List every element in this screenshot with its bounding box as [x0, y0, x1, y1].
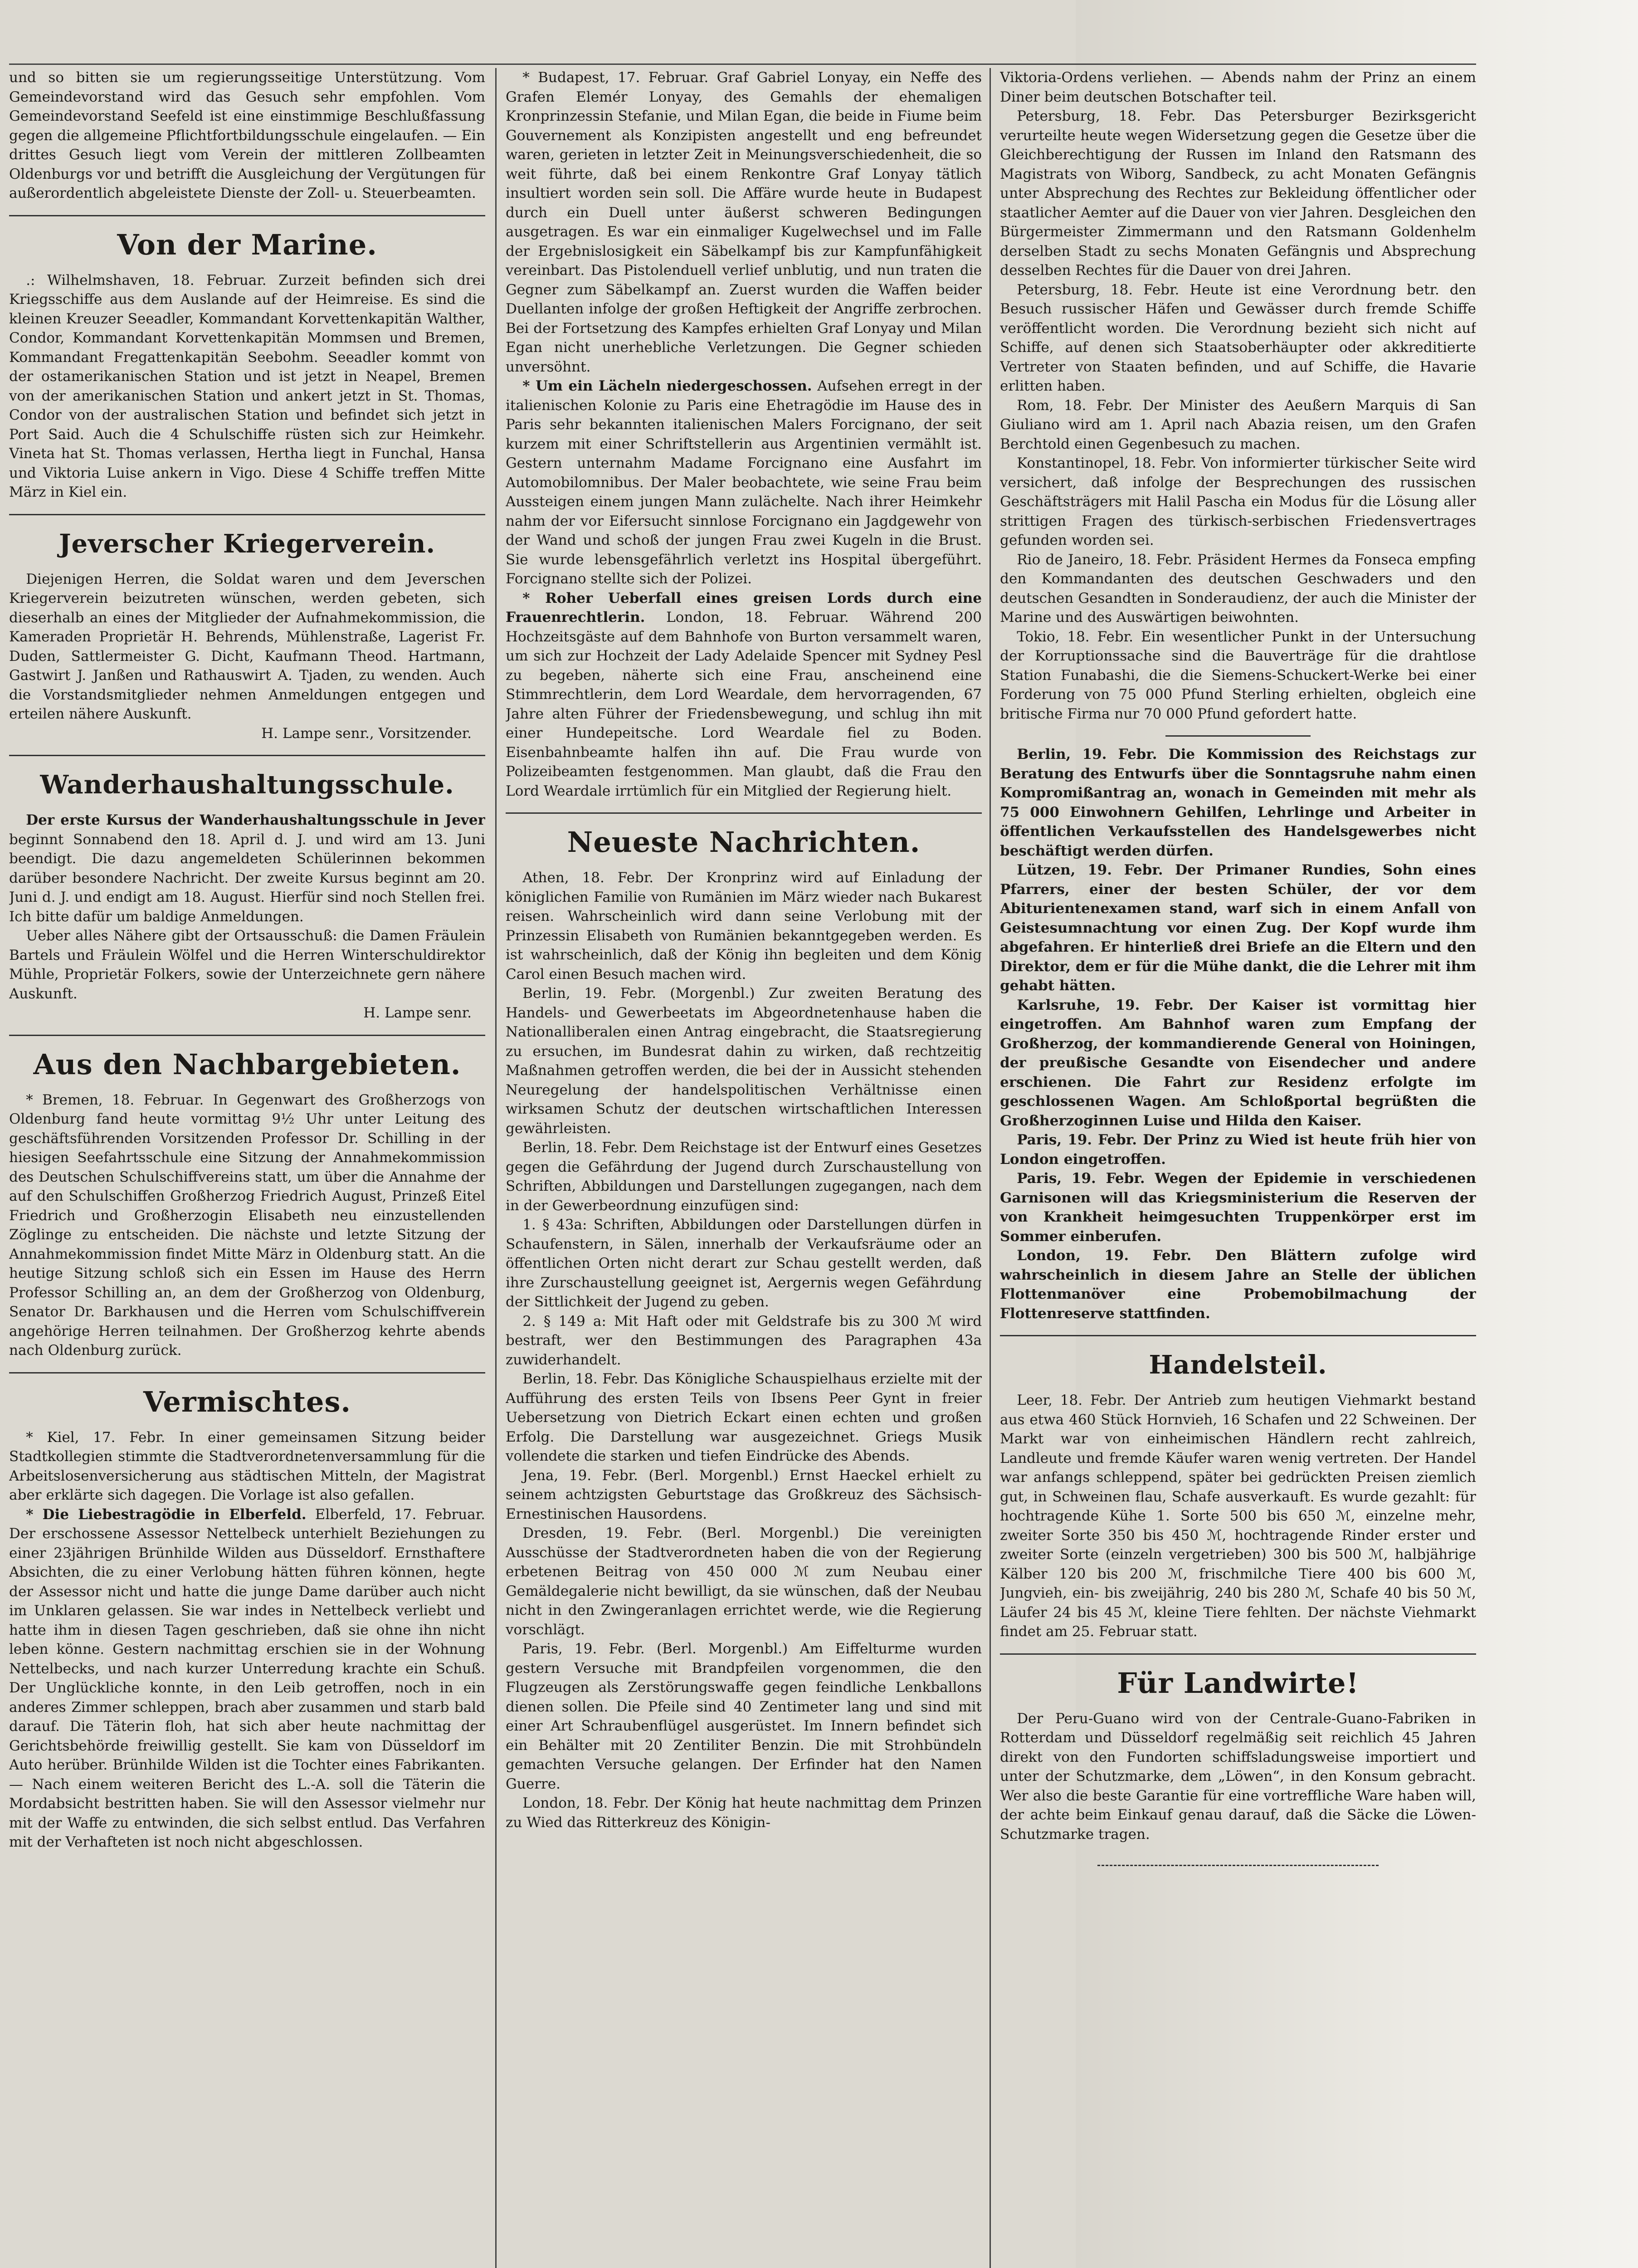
nachbar-text: * Bremen, 18. Februar. In Gegenwart des Großherzogs von Oldenburg fand heute vormittag 9½ Uhr unter Leitung des geschäftsführenden Vorsitzenden Professor Dr. Schilling in der hiesigen Seefahrtsschule eine Sitzung der Annahmekommission des Deutschen Schulschiffvereins statt, um über die Annahme der auf den Schulschiffen Großherzog Friedrich August, Prinzeß Eitel Friedrich und Großherzogin Elisabeth neu einzustellenden Zöglinge zu entscheiden. Die nächste und letzte Sitzung der Annahmekommission findet Mitte März in Oldenburg statt. An die heutige Sitzung schloß sich ein Essen im Hause des Herrn Professor Schilling an, an dem der Großherzog von Oldenburg, Senator Dr. Barkhausen und die Herren vom Schulschiffverein angehörige Herren teilnahmen. Der Großherzog kehrte abends nach Oldenburg zurück.	[9, 1091, 485, 1359]
haushalt-lead: Der erste Kursus der Wanderhaushaltungsschule in Jever	[26, 812, 485, 828]
section-divider	[1000, 1653, 1476, 1655]
section-divider	[1000, 1335, 1476, 1336]
heading-kriegerverein: Jeverscher Kriegerverein.	[59, 528, 435, 559]
kriegerverein-signature: H. Lampe senr., Vorsitzender.	[261, 725, 472, 742]
news-berlin-3: Berlin, 18. Febr. Das Königliche Schauspielhaus erzielte mit der Aufführung des ersten Teils von Ibsens Peer Gynt in freier Uebersetzung von Dietrich Eckart einen echten und großen Erfolg. Die Darstellung war ausgezeichnet. Griegs Musik vollendete die starken und tiefen Eindrücke des Abends.	[506, 1371, 982, 1464]
news-berlin-1: Berlin, 19. Febr. (Morgenbl.) Zur zweiten Beratung des Handels- und Gewerbeetats im Abgeordnetenhause haben die Nationalliberalen einen Antrag eingebracht, die Staatsregierung zu ersuchen, im Bundesrat dahin zu wirken, daß rechtzeitig Maßnahmen getroffen werden, die bei der in Aussicht stehenden Neuregelung der handelspolitischen Verhältnisse einen wirksamen Schutz der deutschen wirtschaftlichen Interessen gewährleisten.	[506, 985, 982, 1137]
section-divider	[9, 1372, 485, 1374]
column-3	[1000, 68, 1476, 2241]
column-rule-1	[495, 68, 497, 2268]
telegram-berlin: Berlin, 19. Febr. Die Kommission des Reichstags zur Beratung des Entwurfs über die Sonntagsruhe nahm einen Kompromißantrag an, wonach in Gemeinden mit mehr als 75 000 Einwohnern Gehilfen, Lehrlinge und Arbeiter in öffentlichen Verkaufsstellen des Handelsgewerbes nicht beschäftigt werden dürfen.	[1000, 746, 1476, 859]
vermischtes-lead-2: * Die Liebestragödie in Elberfeld.	[26, 1506, 307, 1523]
haushalt-body: beginnt Sonnabend den 18. April d. J. und wird am 13. Juni beendigt. Die dazu angemeldeten Schülerinnen bekommen darüber besondere Nachricht. Der zweite Kursus beginnt am 20. Juni d. J. und endigt am 18. August. Hierfür sind noch Stellen frei. Ich bitte dafür um baldige Anmeldungen.	[9, 831, 485, 925]
heading-marine: Von der Marine.	[117, 228, 377, 261]
vermischtes-text-2	[9, 1505, 485, 1852]
heading-haushaltungsschule: Wanderhaushaltungsschule.	[40, 770, 454, 800]
lord-lead: * Roher Ueberfall eines greisen Lords durch eine Frauenrechtlerin.	[506, 590, 982, 626]
telegram-luetzen: Lützen, 19. Febr. Der Primaner Rundies, Sohn eines Pfarrers, einer der besten Schüler, der vor dem Abiturientenexamen stand, warf sich in einem Anfall von Geistesumnachtung vor einen Zug. Der Kopf wurde ihm abgefahren. Er hinterließ drei Briefe an die Eltern und den Direktor, dem er für die Mühe dankt, die die Lehrer mit ihm gehabt hätten.	[1000, 862, 1476, 994]
section-divider	[9, 514, 485, 515]
news-tokio: Tokio, 18. Febr. Ein wesentlicher Punkt in der Untersuchung der Korruptionssache sind die Bauverträge für die drahtlose Station Funabashi, die die Siemens-Schuckert-Werke bei einer Forderung von 75 000 Pfund Sterling erhielten, obgleich eine britische Firma nur 70 000 Pfund gefordert hatte.	[1000, 628, 1476, 722]
vermischtes-text-1: * Kiel, 17. Febr. In einer gemeinsamen Sitzung beider Stadtkollegien stimmte die Stadtverordnetenversammlung für die Arbeitslosenversicherung aus städtischen Mitteln, der Magistrat aber erklärte sich dagegen. Die Vorlage ist also gefallen.	[9, 1429, 485, 1503]
telegram-karlsruhe: Karlsruhe, 19. Febr. Der Kaiser ist vormittag hier eingetroffen. Am Bahnhof waren zum Empfang der Großherzog, der kommandierende General von Hoiningen, der preußische Gesandte von Eisendecher und andere erschienen. Die Fahrt zur Residenz erfolgte im geschlossenen Wagen. Am Schloßportal begrüßten die Großherzoginnen Luise und Hilda den Kaiser.	[1000, 997, 1476, 1129]
news-dresden: Dresden, 19. Febr. (Berl. Morgenbl.) Die vereinigten Ausschüsse der Stadtverordneten haben die von der Regierung erbetenen Beitrag von 450 000 ℳ zum Neubau einer Gemäldegalerie nicht bewilligt, da sie wünschen, daß der Neubau nicht in den Zwingeranlagen errichtet werde, wie die Regierung vorschlägt.	[506, 1525, 982, 1638]
laecheln-lead: * Um ein Lächeln niedergeschossen.	[522, 378, 812, 394]
heading-landwirte: Für Landwirte!	[1117, 1666, 1359, 1700]
vermischtes-body-2: Elberfeld, 17. Februar. Der erschossene Assessor Nettelbeck unterhielt Beziehungen zu einer 23jährigen Brünhilde Wilden aus Düsseldorf. Ernsthaftere Absichten, die zu einer Verlobung hätten führen können, hegte der Assessor nicht und hatte die junge Dame darüber auch nicht im Unklaren gelassen. Sie war indes in Nettelbeck verliebt und hatte ihm in diesen Tagen geschrieben, daß sie ohne ihn nicht leben könne. Gestern nachmittag erschien sie in der Wohnung Nettelbecks, und nach kurzer Unterredung krachte ein Schuß. Der Unglückliche konnte, in den Leib getroffen, noch in ein anderes Zimmer schleppen, brach aber zusammen und starb bald darauf. Die Täterin floh, hat sich aber heute nachmittag der Gerichtsbehörde freiwillig gestellt. Sie kam von Düsseldorf im Auto herüber. Brünhilde Wilden ist die Tochter eines Fabrikanten. — Nach einem weiteren Bericht des L.-A. soll die Täterin die Mordabsicht bestritten haben. Sie will den Assessor vielmehr nur mit der Waffe zu entwinden, die sich selbst entlud. Das Verfahren mit der Verhafteten ist noch nicht abgeschlossen.	[9, 1506, 485, 1850]
heading-vermischtes: Vermischtes.	[143, 1385, 351, 1418]
section-divider	[9, 1035, 485, 1036]
telegram-london: London, 19. Febr. Den Blättern zufolge wird wahrscheinlich in diesem Jahre an Stelle der üblichen Flottenmanöver eine Probemobilmachung der Flottenreserve stattfinden.	[1000, 1247, 1476, 1322]
news-london-continued: Viktoria-Ordens verliehen. — Abends nahm der Prinz an einem Diner beim deutschen Botschafter teil.	[1000, 69, 1476, 105]
haushalt-text	[9, 811, 485, 926]
column-rule-2	[990, 68, 991, 2268]
haushalt-text-2: Ueber alles Nähere gibt der Ortsausschuß: die Damen Fräulein Bartels und Fräulein Wölfel und die Herren Winterschuldirektor Mühle, Proprietär Folkers, sowie der Unterzeichnete gern nähere Auskunft.	[9, 928, 485, 1002]
lord-text	[506, 589, 982, 801]
news-berlin-2-para-1: 1. § 43a: Schriften, Abbildungen oder Darstellungen dürfen in Schaufenstern, in Sälen, innerhalb der Verkaufsräume oder an öffentlichen Orten nicht derart zur Schau gestellt werden, daß ihre Zurschaustellung geeignet ist, Aergernis wegen Gefährdung der Sittlichkeit der Jugend zu geben.	[506, 1217, 982, 1310]
top-rule	[9, 64, 1476, 65]
column-2	[506, 68, 982, 2268]
intro-paragraph: und so bitten sie um regierungsseitige Unterstützung. Vom Gemeindevorstand wird das Gesuch sehr empfohlen. Vom Gemeindevorstand Seefeld ist eine einstimmige Beschlußfassung gegen die allgemeine Pflichtfortbildungsschule eingelaufen. — Ein drittes Gesuch liegt vom Verein der mittleren Zollbeamten Oldenburgs vor und betrifft die Ausgleichung der Vergütungen für außerordentlich abgeleistete Dienste der Zoll- u. Steuerbeamten.	[9, 69, 485, 201]
kriegerverein-text: Diejenigen Herren, die Soldat waren und dem Jeverschen Kriegerverein beizutreten wünschen, werden gebeten, sich dieserhalb an eines der Mitglieder der Aufnahmekommission, die Kameraden Proprietär H. Behrends, Mühlenstraße, Lagerist Fr. Duden, Sattlermeister G. Dicht, Kaufmann Theod. Hartmann, Gastwirt J. Janßen und Rathauswirt A. Tjaden, zu wenden. Auch die Vorstandsmitglieder nehmen Anmeldungen entgegen und erteilen nähere Auskunft.	[9, 571, 485, 722]
news-paris: Paris, 19. Febr. (Berl. Morgenbl.) Am Eiffelturme wurden gestern Versuche mit Brandpfeilen vorgenommen, die den Flugzeugen als Zerstörungswaffe gegen feindliche Lenkballons dienen sollen. Die Pfeile sind 40 Zentimeter lang und sind mit einer Art Schraubenflügel ausgerüstet. Im Innern befindet sich ein Behälter mit 20 Zentiliter Benzin. Die mit Strohbündeln gemachten Versuche gelangen. Der Erfinder hat den Namen Guerre.	[506, 1641, 982, 1792]
news-petersburg-2: Petersburg, 18. Febr. Heute ist eine Verordnung betr. den Besuch russischer Häfen und Gewässer durch fremde Schiffe veröffentlicht worden. Die Verordnung bezieht sich nicht auf Schiffe, auf denen sich Staatsoberhäupter oder akkreditierte Vertreter von Staaten befinden, und auf Schiffe, die Havarie erlitten haben.	[1000, 281, 1476, 394]
news-rio: Rio de Janeiro, 18. Febr. Präsident Hermes da Fonseca empfing den Kommandanten des deutschen Geschwaders und den deutschen Gesandten in Sonderaudienz, der auch die Minister der Marine und des Auswärtigen beiwohnten.	[1000, 551, 1476, 626]
telegram-divider	[1165, 735, 1311, 737]
news-konstantinopel: Konstantinopel, 18. Febr. Von informierter türkischer Seite wird versichert, daß infolge der Besprechungen des russischen Geschäftsträgers mit Halil Pascha ein Modus für die Lösung aller strittigen Fragen des türkisch-serbischen Friedensvertrages gefunden worden sei.	[1000, 455, 1476, 548]
news-rom: Rom, 18. Febr. Der Minister des Aeußern Marquis di San Giuliano wird am 1. April nach Abazia reisen, um den Grafen Berchtold einen Gegenbesuch zu machen.	[1000, 397, 1476, 452]
marine-text: .: Wilhelmshaven, 18. Februar. Zurzeit befinden sich drei Kriegsschiffe aus dem Auslande auf der Heimreise. Es sind die kleinen Kreuzer Seeadler, Kommandant Korvettenkapitän Walther, Condor, Kommandant Korvettenkapitän Mommsen und Bremen, Kommandant Fregattenkapitän Seebohm. Seeadler kommt von der ostamerikanischen Station und ist jetzt in Neapel, Bremen von der amerikanischen Station und ankert jetzt in St. Thomas, Condor von der australischen Station und befindet sich jetzt in Port Said. Auch die 4 Schulschiffe rüsten sich zur Heimkehr. Vineta hat St. Thomas verlassen, Hertha liegt in Funchal, Hansa und Viktoria Luise ankern in Vigo. Diese 4 Schiffe treffen Mitte März in Kiel ein.	[9, 272, 485, 500]
telegram-paris-2: Paris, 19. Febr. Wegen der Epidemie in verschiedenen Garnisonen will das Kriegsministerium die Reserven der von Krankheit heimgesuchten Truppenkörper erst im Sommer einberufen.	[1000, 1170, 1476, 1245]
column-1	[9, 68, 485, 2268]
laecheln-text	[506, 376, 982, 589]
news-jena: Jena, 19. Febr. (Berl. Morgenbl.) Ernst Haeckel erhielt zu seinem achtzigsten Geburtstage das Großkreuz des Sächsisch-Ernestinischen Hausordens.	[506, 1467, 982, 1522]
news-petersburg-1: Petersburg, 18. Febr. Das Petersburger Bezirksgericht verurteilte heute wegen Widersetzung gegen die Gesetze über die Gleichberechtigung der Russen im Inland den Ratsmann des Magistrats von Wiborg, Sandbeck, zu acht Monaten Gefängnis unter Absprechung des Rechtes zur Bekleidung öffentlicher oder staatlicher Aemter auf die Dauer von vier Jahren. Desgleichen den Bürgermeister Zimmermann und den Ratsmann Goldenhelm derselben Stadt zu sechs Monaten Gefängnis und Absprechung desselben Rechtes für die Dauer von drei Jahren.	[1000, 108, 1476, 279]
laecheln-body: Aufsehen erregt in der italienischen Kolonie zu Paris eine Ehetragödie im Hause des in Paris sehr bekannten italienischen Malers Forcignano, der seit kurzem mit einer Schriftstellerin aus Argentinien vermählt ist. Gestern unternahm Madame Forcignano eine Ausfahrt im Automobilomnibus. Der Maler beobachtete, wie seine Frau beim Aussteigen einem jungen Mann zulächelte. Nach ihrer Heimkehr nahm der vor Eifersucht sinnlose Forcignano ein Jagdgewehr von der Wand und schoß der jungen Frau zwei Kugeln in die Brust. Sie wurde lebensgefährlich verletzt ins Hospital übergeführt. Forcignano stellte sich der Polizei.	[506, 378, 982, 587]
news-berlin-2: Berlin, 18. Febr. Dem Reichstage ist der Entwurf eines Gesetzes gegen die Gefährdung der Jugend durch Zurschaustellung von Schriften, Abbildungen und Darstellungen zugegangen, nach dem in der Gewerbeordnung einzufügen sind:	[506, 1139, 982, 1214]
landwirte-text: Der Peru-Guano wird von der Centrale-Guano-Fabriken in Rotterdam und Düsseldorf regelmäßig seit reichlich 45 Jahren direkt von den Fundorten schiffsladungsweise importiert und unter der Schutzmarke, dem „Löwen“, in den Konsum gebracht. Wer also die beste Garantie für eine vortreffliche Ware haben will, der achte beim Einkauf genau darauf, daß die Säcke die Löwen-Schutzmarke tragen.	[1000, 1710, 1476, 1843]
ornament-rule	[1097, 1865, 1379, 1866]
heading-nachbargebiete: Aus den Nachbargebieten.	[33, 1047, 461, 1081]
news-london: London, 18. Febr. Der König hat heute nachmittag dem Prinzen zu Wied das Ritterkreuz des Königin-	[506, 1795, 982, 1831]
lord-body: London, 18. Februar. Während 200 Hochzeitsgäste auf dem Bahnhofe von Burton versammelt waren, um sich zur Hochzeit der Lady Adelaide Spencer mit Sydney Pesl zu begeben, näherte sich eine Frau, anscheinend eine Stimmrechtlerin, dem Lord Weardale, dem hervorragenden, 67 Jahre alten Führer der Friedensbewegung, und schlug ihn mit einer Hundepeitsche. Lord Weardale fiel zu Boden. Eisenbahnbeamte halfen ihn auf. Die Frau wurde von Polizeibeamten festgenommen. Man glaubt, daß die Frau den Lord Weardale irrtümlich für ein Mitglied der Regierung hielt.	[506, 609, 982, 799]
news-berlin-2-para-2: 2. § 149 a: Mit Haft oder mit Geldstrafe bis zu 300 ℳ wird bestraft, wer den Bestimmungen des Paragraphen 43a zuwiderhandelt.	[506, 1313, 982, 1368]
news-athen: Athen, 18. Febr. Der Kronprinz wird auf Einladung der königlichen Familie von Rumänien im März wieder nach Bukarest reisen. Wahrscheinlich wird dann seine Verlobung mit der Prinzessin Elisabeth von Rumänien bekanntgegeben werden. Es ist wahrscheinlich, daß der König ihn begleiten und dem König Carol einen Besuch machen wird.	[506, 870, 982, 982]
heading-handelsteil: Handelsteil.	[1149, 1350, 1327, 1380]
haushalt-signature: H. Lampe senr.	[363, 1005, 472, 1021]
heading-neueste-nachrichten: Neueste Nachrichten.	[567, 826, 921, 859]
section-divider	[9, 755, 485, 756]
telegram-paris-1: Paris, 19. Febr. Der Prinz zu Wied ist heute früh hier von London eingetroffen.	[1000, 1132, 1476, 1168]
handel-text: Leer, 18. Febr. Der Antrieb zum heutigen Viehmarkt bestand aus etwa 460 Stück Hornvieh, 16 Schafen und 22 Schweinen. Der Markt war von einheimischen Händlern recht zahlreich, Landleute und fremde Käufer waren wenig vertreten. Der Handel war anfangs schleppend, später bei gedrückten Preisen ziemlich gut, in Schweinen flau, Schafe ausverkauft. Es wurde gezahlt: für hochtragende Kühe 1. Sorte 500 bis 650 ℳ, einzelne mehr, zweiter Sorte 350 bis 450 ℳ, hochtragende Rinder erster und zweiter Sorte (einzeln vergetrieben) 300 bis 500 ℳ, halbjährige Kälber 120 bis 200 ℳ, frischmilche Tiere 400 bis 600 ℳ, Jungvieh, ein- bis zweijährig, 240 bis 280 ℳ, Schafe 40 bis 50 ℳ, Läufer 24 bis 45 ℳ, kleine Tiere fehlten. Der nächste Viehmarkt findet am 25. Februar statt.	[1000, 1392, 1476, 1640]
section-divider	[506, 812, 982, 814]
budapest-text: * Budapest, 17. Februar. Graf Gabriel Lonyay, ein Neffe des Grafen Elemér Lonyay, des Gemahls der ehemaligen Kronprinzessin Stefanie, und Milan Egan, die beide in Fiume beim Gouvernement als Konzipisten angestellt und eng befreundet waren, gerieten in letzter Zeit in Meinungsverschiedenheit, die so weit führte, daß bei einem Renkontre Graf Lonyay tätlich insultiert worden sein soll. Die Affäre wurde heute in Budapest durch ein Duell unter äußerst schweren Bedingungen ausgetragen. Es war ein einmaliger Kugelwechsel und im Falle der Ergebnislosigkeit ein Säbelkampf bis zur Kampfunfähigkeit vereinbart. Das Pistolenduell verlief unblutig, und nun traten die Gegner zum Säbelkampf an. Zuerst wurden die Waffen beider Duellanten infolge der großen Heftigkeit der Angriffe zerbrochen. Bei der Fortsetzung des Kampfes erhielten Graf Lonyay und Milan Egan nicht unerhebliche Verletzungen. Die Gegner schieden unversöhnt.	[506, 69, 982, 375]
section-divider	[9, 215, 485, 216]
